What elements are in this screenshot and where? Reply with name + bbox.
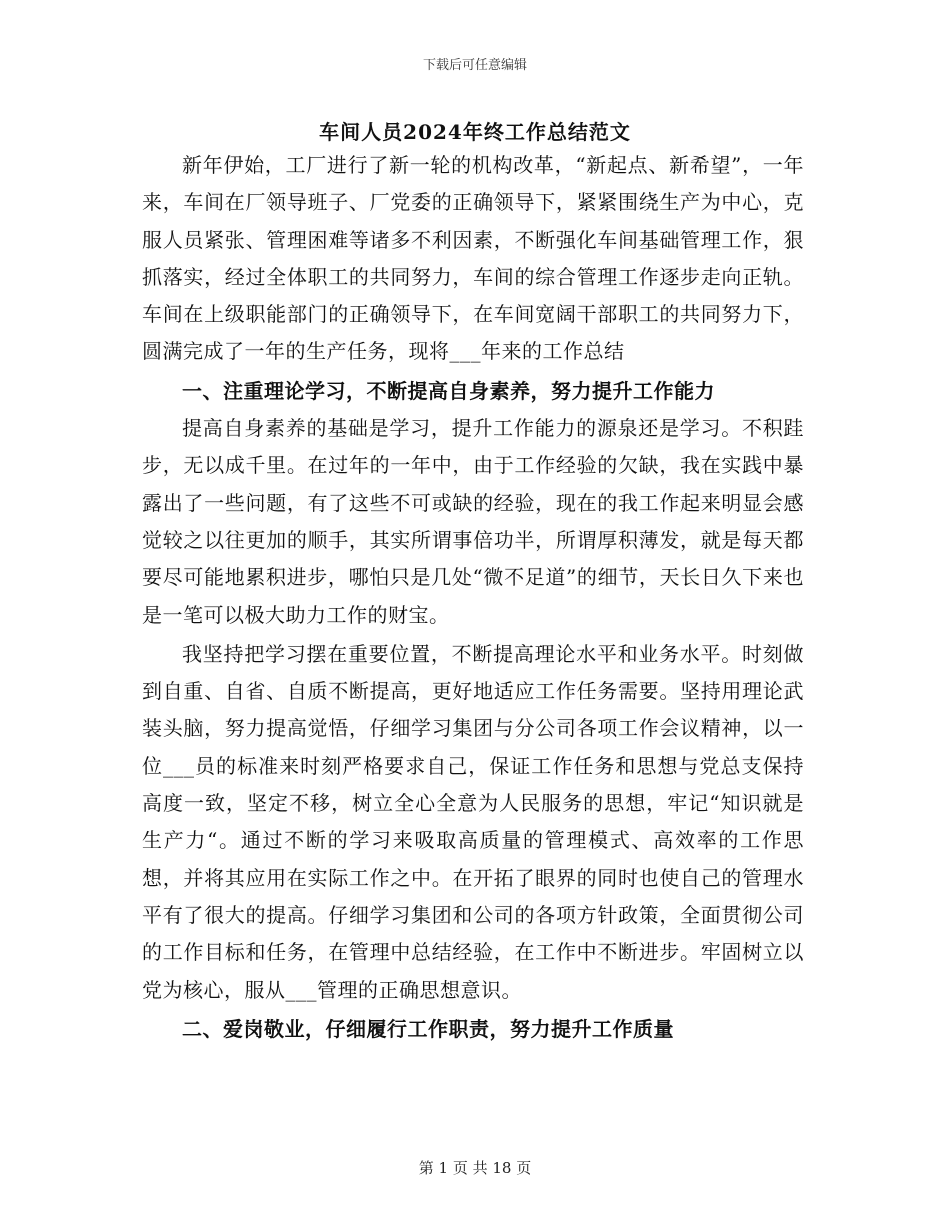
- section-1-paragraph-1: 提高自身素养的基础是学习，提升工作能力的源泉还是学习。不积跬步，无以成千里。在过年的一年中，由于工作经验的欠缺，我在实践中暴露出了一些问题，有了这些不可或缺的经验，现在的我工作起来明显会感觉较之以往更加的顺手，其实所谓事倍功半，所谓厚积薄发，就是每天都要尽可能地累积进步，哪怕只是几处“微不足道”的细节，天长日久下来也是一笔可以极大助力工作的财宝。: [142, 416, 804, 627]
- section-1-heading: 一、注重理论学习，不断提高自身素养，努力提升工作能力: [182, 378, 715, 403]
- intro-paragraph: 新年伊始，工厂进行了新一轮的机构改革，“新起点、新希望”，一年来，车间在厂领导班子、厂党委的正确领导下，紧紧围绕生产为中心，克服人员紧张、管理困难等诸多不利因素，不断强化车间基础管理工作，狠抓落实，经过全体职工的共同努力，车间的综合管理工作逐步走向正轨。车间在上级职能部门的正确领导下，在车间宽阔干部职工的共同努力下，圆满完成了一年的生产任务，现将___年来的工作总结: [142, 153, 804, 364]
- document-title: 车间人员2024年终工作总结范文: [319, 120, 631, 144]
- section-1-paragraph-2: 我坚持把学习摆在重要位置，不断提高理论水平和业务水平。时刻做到自重、自省、自质不断提高，更好地适应工作任务需要。坚持用理论武装头脑，努力提高觉悟，仔细学习集团与分公司各项工作会议精神，以一位___员的标准来时刻严格要求自己，保证工作任务和思想与党总支保持高度一致，坚定不移，树立全心全意为人民服务的思想，牢记“知识就是生产力“。通过不断的学习来吸取高质量的管理模式、高效率的工作思想，并将其应用在实际工作之中。在开拓了眼界的同时也使自己的管理水平有了很大的提高。仔细学习集团和公司的各项方针政策，全面贯彻公司的工作目标和任务，在管理中总结经验，在工作中不断进步。牢固树立以党为核心，服从___管理的正确思想意识。: [142, 641, 804, 1002]
- document-body: [142, 147, 804, 1048]
- page-number-footer: 第 1 页 共 18 页: [418, 1159, 532, 1177]
- section-2-heading: 二、爱岗敬业，仔细履行工作职责，努力提升工作质量: [182, 1016, 674, 1041]
- page-header-note: 下载后可任意编辑: [422, 58, 527, 73]
